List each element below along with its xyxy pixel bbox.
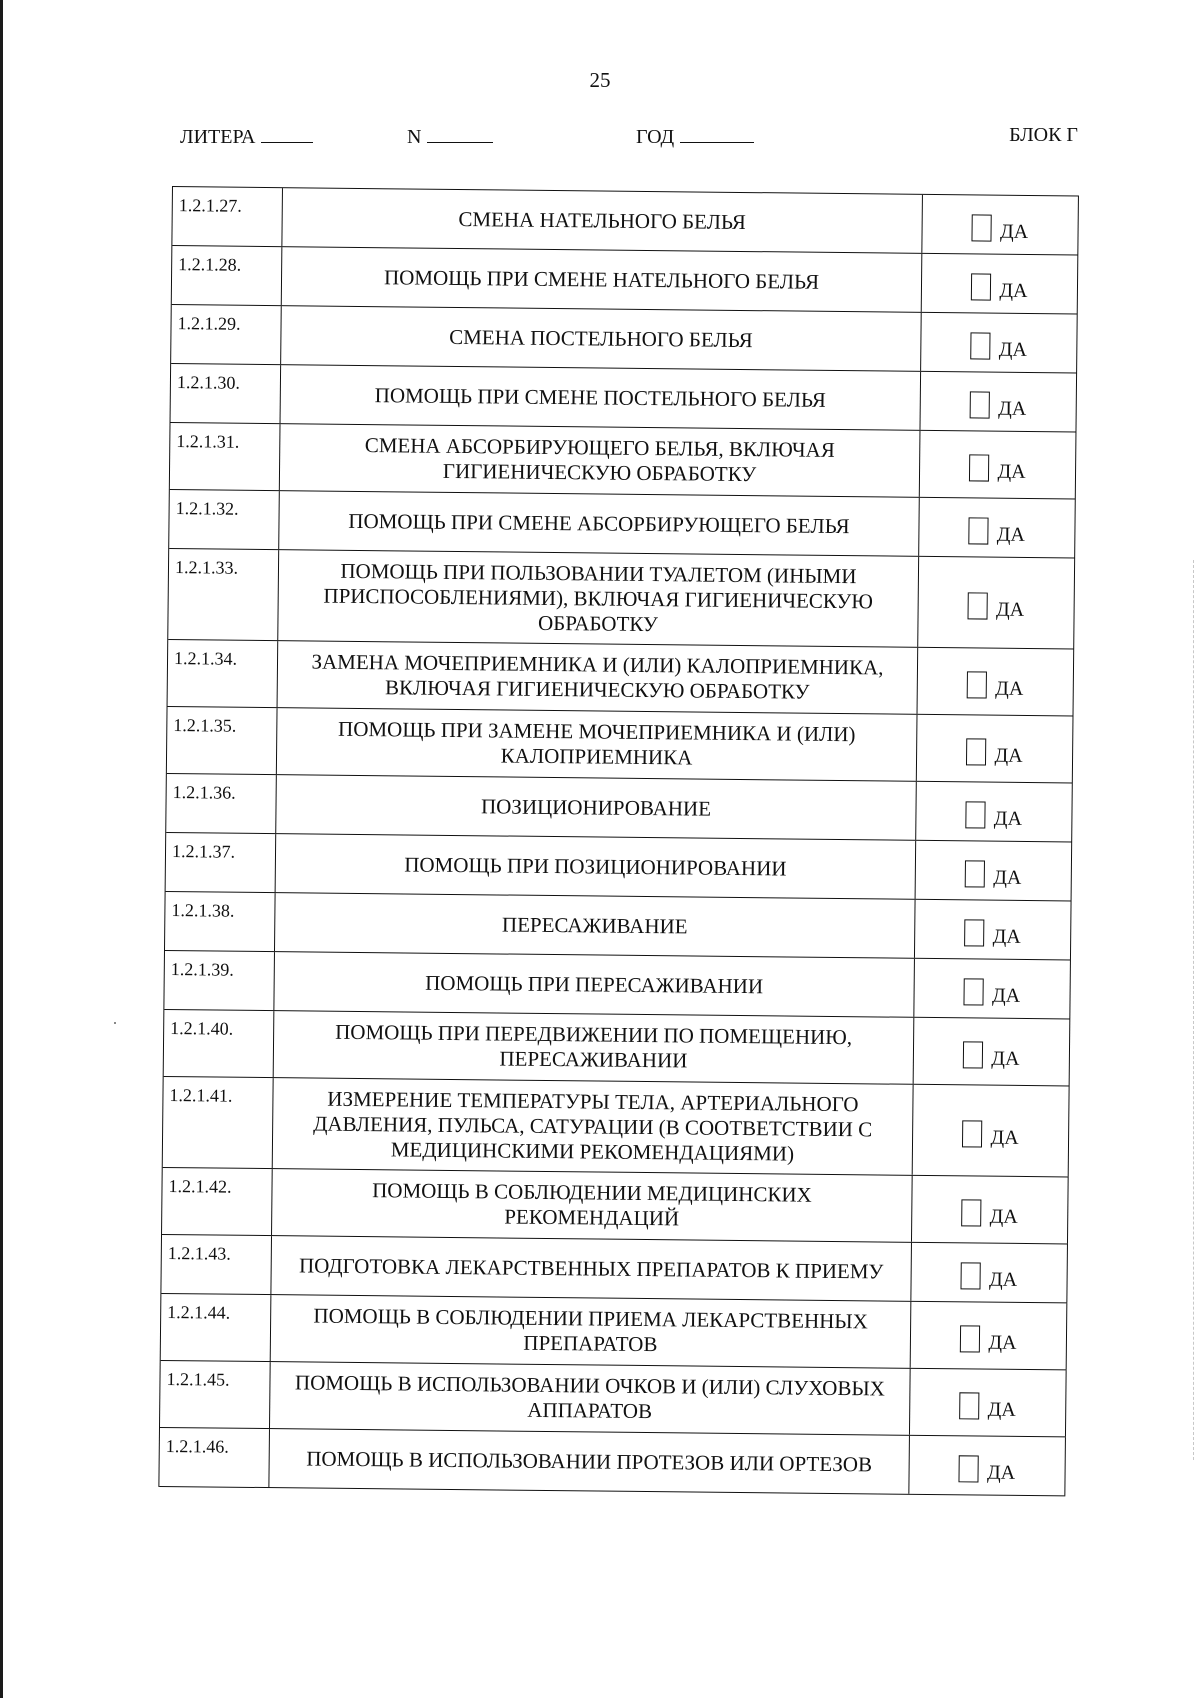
table-row (167, 707, 1074, 783)
yes-label: ДА (998, 397, 1027, 420)
yes-checkbox[interactable] (961, 1262, 981, 1289)
row-answer-cell (922, 254, 1079, 314)
yes-label: ДА (993, 866, 1022, 889)
year-field (636, 124, 754, 149)
row-description: ПОМОЩЬ В ИСПОЛЬЗОВАНИИ ОЧКОВ И (ИЛИ) СЛУХОВЫХ АППАРАТОВ (270, 1362, 911, 1435)
table-row (171, 364, 1078, 432)
row-code: 1.2.1.42. (162, 1168, 273, 1235)
row-description: СМЕНА НАТЕЛЬНОГО БЕЛЬЯ (282, 188, 923, 253)
row-code: 1.2.1.41. (163, 1077, 274, 1168)
row-description: ПОМОЩЬ ПРИ ПЕРЕСАЖИВАНИИ (274, 952, 915, 1017)
litera-blank[interactable] (261, 124, 313, 143)
row-answer-cell (909, 1436, 1066, 1496)
row-description: ПОМОЩЬ ПРИ СМЕНЕ ПОСТЕЛЬНОГО БЕЛЬЯ (281, 365, 922, 430)
yes-label: ДА (999, 220, 1029, 243)
table-row (163, 1077, 1070, 1177)
page-number: 25 (589, 68, 611, 92)
row-code: 1.2.1.45. (160, 1361, 271, 1428)
yes-label: ДА (992, 925, 1021, 948)
row-code: 1.2.1.33. (168, 549, 279, 640)
row-answer-cell (918, 648, 1075, 716)
table-row (172, 246, 1079, 314)
row-description: ПОМОЩЬ ПРИ ЗАМЕНЕ МОЧЕПРИЕМНИКА И (ИЛИ) КАЛОПРИЕМНИКА (277, 708, 918, 781)
row-answer-cell (915, 900, 1072, 960)
yes-label: ДА (987, 1398, 1016, 1421)
table-row (168, 640, 1075, 716)
yes-checkbox[interactable] (969, 454, 989, 481)
scan-edge (0, 0, 3, 1698)
row-answer-cell (920, 431, 1077, 499)
row-code: 1.2.1.35. (167, 707, 278, 774)
row-code: 1.2.1.37. (166, 833, 277, 892)
row-answer-cell (913, 1085, 1070, 1177)
row-description: ПОМОЩЬ ПРИ ПЕРЕДВИЖЕНИИ ПО ПОМЕЩЕНИЮ, ПЕРЕСАЖИВАНИИ (274, 1011, 915, 1084)
number-field (407, 124, 493, 149)
row-code: 1.2.1.38. (165, 892, 276, 951)
table-row (166, 774, 1073, 842)
yes-checkbox[interactable] (960, 1325, 980, 1352)
yes-checkbox[interactable] (963, 1041, 983, 1068)
table-row (170, 423, 1077, 499)
litera-field (180, 124, 313, 149)
row-answer-cell (916, 782, 1073, 842)
yes-label: ДА (990, 1126, 1019, 1149)
yes-label: ДА (995, 598, 1025, 621)
row-code: 1.2.1.32. (169, 490, 280, 549)
row-answer-cell (910, 1369, 1067, 1437)
yes-label: ДА (988, 1331, 1017, 1354)
row-code: 1.2.1.44. (161, 1294, 272, 1361)
row-answer-cell (920, 372, 1077, 432)
year-blank[interactable] (680, 124, 754, 143)
yes-label: ДА (996, 523, 1026, 546)
scan-speck (114, 1022, 116, 1024)
yes-checkbox[interactable] (971, 332, 991, 359)
yes-checkbox[interactable] (971, 273, 991, 300)
year-label: ГОД (636, 126, 675, 148)
yes-label: ДА (986, 1461, 1016, 1484)
table-row (172, 187, 1079, 255)
table-row (159, 1428, 1066, 1496)
table-row (164, 951, 1071, 1019)
yes-label: ДА (994, 744, 1023, 767)
yes-label: ДА (995, 677, 1024, 700)
row-description: ПОМОЩЬ ПРИ СМЕНЕ АБСОРБИРУЮЩЕГО БЕЛЬЯ (279, 491, 920, 556)
row-description: ИЗМЕРЕНИЕ ТЕМПЕРАТУРЫ ТЕЛА, АРТЕРИАЛЬНОГО ДАВЛЕНИЯ, ПУЛЬСА, САТУРАЦИИ (В СООТВЕТСТВИИ С МЕДИЦИНСКИМИ РЕКОМЕНДАЦИЯМИ) (273, 1078, 914, 1175)
yes-checkbox[interactable] (962, 1199, 982, 1226)
row-answer-cell (916, 841, 1073, 901)
row-code: 1.2.1.31. (170, 423, 281, 490)
row-description: ПОДГОТОВКА ЛЕКАРСТВЕННЫХ ПРЕПАРАТОВ К ПРИЕМУ (271, 1236, 912, 1301)
table-row (164, 1010, 1071, 1086)
row-answer-cell (917, 715, 1074, 783)
litera-label: ЛИТЕРА (180, 126, 256, 148)
table-row (161, 1235, 1068, 1303)
row-answer-cell (918, 557, 1075, 649)
row-code: 1.2.1.39. (164, 951, 275, 1010)
yes-checkbox[interactable] (964, 978, 984, 1005)
table-row (169, 490, 1076, 558)
yes-checkbox[interactable] (967, 671, 987, 698)
row-answer-cell (911, 1243, 1068, 1303)
scan-edge (1192, 560, 1194, 1460)
yes-checkbox[interactable] (970, 391, 990, 418)
table-row (165, 892, 1072, 960)
table-row (171, 305, 1078, 373)
row-description: ПОЗИЦИОНИРОВАНИЕ (276, 775, 917, 840)
row-code: 1.2.1.43. (161, 1235, 272, 1294)
row-description: ПОМОЩЬ ПРИ ПОЛЬЗОВАНИИ ТУАЛЕТОМ (ИНЫМИ ПРИСПОСОБЛЕНИЯМИ), ВКЛЮЧАЯ ГИГИЕНИЧЕСКУЮ ОБРАБОТКУ (278, 550, 919, 647)
yes-label: ДА (993, 807, 1023, 830)
yes-checkbox[interactable] (966, 801, 986, 828)
yes-label: ДА (997, 460, 1026, 483)
yes-label: ДА (991, 984, 1021, 1007)
yes-label: ДА (989, 1205, 1018, 1228)
table-row (168, 549, 1075, 649)
row-description: ПОМОЩЬ ПРИ ПОЗИЦИОНИРОВАНИИ (276, 834, 917, 899)
number-blank[interactable] (427, 124, 493, 143)
table-row (160, 1361, 1067, 1437)
row-answer-cell (914, 959, 1071, 1019)
row-answer-cell (914, 1018, 1071, 1086)
yes-label: ДА (999, 279, 1028, 302)
checklist-table (158, 186, 1079, 1496)
yes-checkbox[interactable] (962, 1120, 982, 1147)
block-label: БЛОК Г (1009, 124, 1078, 146)
yes-label: ДА (988, 1268, 1018, 1291)
row-code: 1.2.1.40. (164, 1010, 275, 1077)
yes-checkbox[interactable] (972, 214, 992, 241)
row-answer-cell (922, 195, 1079, 255)
row-description: ЗАМЕНА МОЧЕПРИЕМНИКА И (ИЛИ) КАЛОПРИЕМНИКА, ВКЛЮЧАЯ ГИГИЕНИЧЕСКУЮ ОБРАБОТКУ (278, 641, 919, 714)
row-description: СМЕНА АБСОРБИРУЮЩЕГО БЕЛЬЯ, ВКЛЮЧАЯ ГИГИЕНИЧЕСКУЮ ОБРАБОТКУ (280, 424, 921, 497)
row-code: 1.2.1.46. (159, 1428, 270, 1487)
row-answer-cell (921, 313, 1078, 373)
row-code: 1.2.1.29. (171, 305, 282, 364)
row-answer-cell (919, 498, 1076, 558)
yes-checkbox[interactable] (969, 517, 989, 544)
row-code: 1.2.1.36. (166, 774, 277, 833)
yes-checkbox[interactable] (968, 592, 988, 619)
row-description: ПОМОЩЬ В СОБЛЮДЕНИИ ПРИЕМА ЛЕКАРСТВЕННЫХ ПРЕПАРАТОВ (271, 1295, 912, 1368)
table-row (161, 1294, 1068, 1370)
row-answer-cell (912, 1176, 1069, 1244)
row-description: ПЕРЕСАЖИВАНИЕ (275, 893, 916, 958)
table-row (162, 1168, 1069, 1244)
number-label: N (407, 126, 422, 148)
yes-checkbox[interactable] (959, 1455, 979, 1482)
yes-checkbox[interactable] (966, 738, 986, 765)
row-description: ПОМОЩЬ В СОБЛЮДЕНИИ МЕДИЦИНСКИХ РЕКОМЕНДАЦИЙ (272, 1169, 913, 1242)
yes-label: ДА (991, 1047, 1020, 1070)
table-row (166, 833, 1073, 901)
row-code: 1.2.1.28. (172, 246, 283, 305)
row-description: ПОМОЩЬ В ИСПОЛЬЗОВАНИИ ПРОТЕЗОВ ИЛИ ОРТЕЗОВ (269, 1429, 910, 1494)
row-code: 1.2.1.27. (172, 187, 283, 246)
row-answer-cell (911, 1302, 1068, 1370)
row-description: ПОМОЩЬ ПРИ СМЕНЕ НАТЕЛЬНОГО БЕЛЬЯ (282, 247, 923, 312)
yes-checkbox[interactable] (960, 1392, 980, 1419)
yes-checkbox[interactable] (965, 919, 985, 946)
row-code: 1.2.1.34. (168, 640, 279, 707)
yes-checkbox[interactable] (965, 860, 985, 887)
row-description: СМЕНА ПОСТЕЛЬНОГО БЕЛЬЯ (281, 306, 922, 371)
row-code: 1.2.1.30. (171, 364, 282, 423)
yes-label: ДА (998, 338, 1027, 361)
